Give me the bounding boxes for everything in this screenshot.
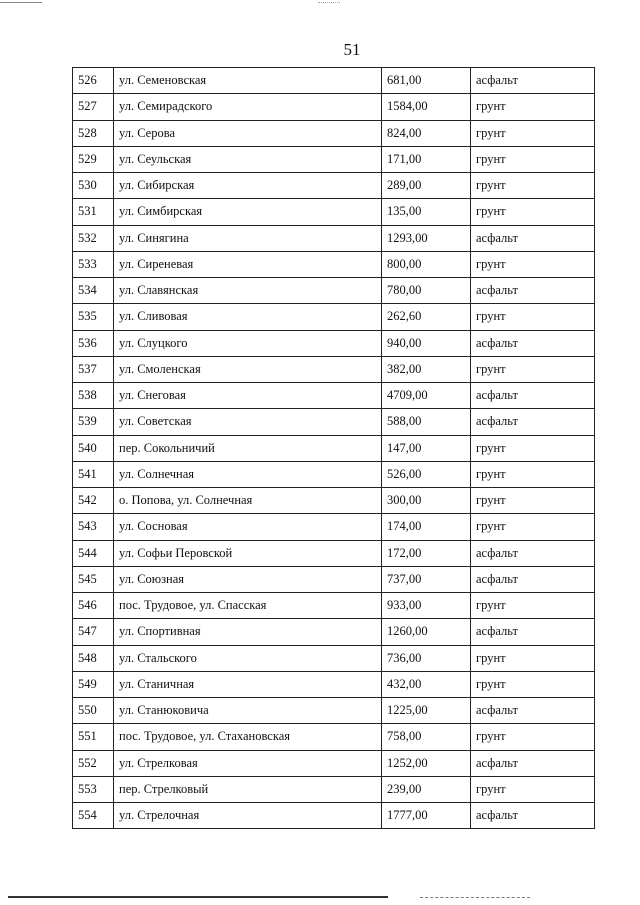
streets-table-body — [73, 68, 595, 829]
length-cell: 681,00 — [382, 68, 471, 94]
street-name-cell: ул. Семеновская — [114, 68, 382, 94]
surface-cell: асфальт — [471, 750, 595, 776]
surface-cell: грунт — [471, 488, 595, 514]
row-number-cell: 546 — [73, 593, 114, 619]
surface-cell: грунт — [471, 724, 595, 750]
surface-cell: асфальт — [471, 540, 595, 566]
row-number-cell: 535 — [73, 304, 114, 330]
length-cell: 262,60 — [382, 304, 471, 330]
length-cell: 174,00 — [382, 514, 471, 540]
page-number: 51 — [343, 40, 361, 59]
row-number-cell: 547 — [73, 619, 114, 645]
table-row — [73, 120, 595, 146]
length-cell: 1252,00 — [382, 750, 471, 776]
row-number-cell: 545 — [73, 566, 114, 592]
length-cell: 780,00 — [382, 278, 471, 304]
table-row — [73, 803, 595, 829]
street-name-cell: ул. Стрелковая — [114, 750, 382, 776]
surface-cell: асфальт — [471, 698, 595, 724]
street-name-cell: ул. Славянская — [114, 278, 382, 304]
row-number-cell: 548 — [73, 645, 114, 671]
surface-cell: грунт — [471, 120, 595, 146]
surface-cell: грунт — [471, 461, 595, 487]
row-number-cell: 541 — [73, 461, 114, 487]
length-cell: 526,00 — [382, 461, 471, 487]
street-name-cell: пос. Трудовое, ул. Спасская — [114, 593, 382, 619]
street-name-cell: о. Попова, ул. Солнечная — [114, 488, 382, 514]
length-cell: 758,00 — [382, 724, 471, 750]
row-number-cell: 553 — [73, 776, 114, 802]
row-number-cell: 532 — [73, 225, 114, 251]
surface-cell: грунт — [471, 94, 595, 120]
length-cell: 1584,00 — [382, 94, 471, 120]
row-number-cell: 552 — [73, 750, 114, 776]
surface-cell: асфальт — [471, 278, 595, 304]
surface-cell: грунт — [471, 356, 595, 382]
length-cell: 588,00 — [382, 409, 471, 435]
street-name-cell: ул. Смоленская — [114, 356, 382, 382]
table-row — [73, 776, 595, 802]
row-number-cell: 530 — [73, 173, 114, 199]
surface-cell: грунт — [471, 173, 595, 199]
street-name-cell: ул. Союзная — [114, 566, 382, 592]
surface-cell: грунт — [471, 671, 595, 697]
surface-cell: асфальт — [471, 68, 595, 94]
surface-cell: грунт — [471, 199, 595, 225]
street-name-cell: ул. Сибирская — [114, 173, 382, 199]
surface-cell: асфальт — [471, 383, 595, 409]
street-name-cell: ул. Сливовая — [114, 304, 382, 330]
length-cell: 1777,00 — [382, 803, 471, 829]
table-row — [73, 514, 595, 540]
length-cell: 171,00 — [382, 146, 471, 172]
street-name-cell: ул. Синягина — [114, 225, 382, 251]
table-row — [73, 225, 595, 251]
row-number-cell: 540 — [73, 435, 114, 461]
row-number-cell: 543 — [73, 514, 114, 540]
bottom-rule-dashed — [420, 897, 530, 899]
street-name-cell: ул. Сиреневая — [114, 251, 382, 277]
scan-artifact-line — [0, 2, 42, 3]
table-row — [73, 540, 595, 566]
length-cell: 382,00 — [382, 356, 471, 382]
surface-cell: грунт — [471, 645, 595, 671]
street-name-cell: ул. Серова — [114, 120, 382, 146]
table-row — [73, 488, 595, 514]
table-row — [73, 566, 595, 592]
table-row — [73, 330, 595, 356]
street-name-cell: ул. Спортивная — [114, 619, 382, 645]
row-number-cell: 528 — [73, 120, 114, 146]
table-row — [73, 750, 595, 776]
surface-cell: грунт — [471, 146, 595, 172]
street-name-cell: ул. Советская — [114, 409, 382, 435]
length-cell: 824,00 — [382, 120, 471, 146]
surface-cell: асфальт — [471, 619, 595, 645]
street-name-cell: ул. Солнечная — [114, 461, 382, 487]
length-cell: 737,00 — [382, 566, 471, 592]
row-number-cell: 529 — [73, 146, 114, 172]
length-cell: 1293,00 — [382, 225, 471, 251]
length-cell: 239,00 — [382, 776, 471, 802]
length-cell: 4709,00 — [382, 383, 471, 409]
table-row — [73, 251, 595, 277]
table-row — [73, 278, 595, 304]
length-cell: 800,00 — [382, 251, 471, 277]
street-name-cell: ул. Сосновая — [114, 514, 382, 540]
surface-cell: асфальт — [471, 803, 595, 829]
table-row — [73, 146, 595, 172]
table-row — [73, 173, 595, 199]
street-name-cell: ул. Сеульская — [114, 146, 382, 172]
table-row — [73, 671, 595, 697]
row-number-cell: 554 — [73, 803, 114, 829]
street-name-cell: ул. Снеговая — [114, 383, 382, 409]
street-name-cell: ул. Слуцкого — [114, 330, 382, 356]
row-number-cell: 549 — [73, 671, 114, 697]
street-name-cell: ул. Стальского — [114, 645, 382, 671]
street-name-cell: ул. Станичная — [114, 671, 382, 697]
street-name-cell: ул. Семирадского — [114, 94, 382, 120]
street-name-cell: пер. Стрелковый — [114, 776, 382, 802]
row-number-cell: 550 — [73, 698, 114, 724]
surface-cell: грунт — [471, 776, 595, 802]
scan-artifact-dots — [318, 2, 340, 4]
row-number-cell: 526 — [73, 68, 114, 94]
table-row — [73, 304, 595, 330]
table-row — [73, 383, 595, 409]
length-cell: 289,00 — [382, 173, 471, 199]
length-cell: 300,00 — [382, 488, 471, 514]
surface-cell: асфальт — [471, 566, 595, 592]
length-cell: 1260,00 — [382, 619, 471, 645]
table-row — [73, 356, 595, 382]
surface-cell: грунт — [471, 593, 595, 619]
street-name-cell: ул. Софьи Перовской — [114, 540, 382, 566]
table-row — [73, 199, 595, 225]
surface-cell: грунт — [471, 251, 595, 277]
surface-cell: грунт — [471, 514, 595, 540]
table-row — [73, 645, 595, 671]
table-row — [73, 619, 595, 645]
streets-table — [72, 67, 595, 829]
street-name-cell: ул. Станюковича — [114, 698, 382, 724]
table-row — [73, 68, 595, 94]
row-number-cell: 527 — [73, 94, 114, 120]
row-number-cell: 538 — [73, 383, 114, 409]
row-number-cell: 537 — [73, 356, 114, 382]
street-name-cell: ул. Симбирская — [114, 199, 382, 225]
length-cell: 736,00 — [382, 645, 471, 671]
surface-cell: асфальт — [471, 330, 595, 356]
length-cell: 172,00 — [382, 540, 471, 566]
table-row — [73, 698, 595, 724]
bottom-rule — [8, 896, 388, 898]
street-name-cell: ул. Стрелочная — [114, 803, 382, 829]
table-row — [73, 409, 595, 435]
surface-cell: грунт — [471, 435, 595, 461]
row-number-cell: 542 — [73, 488, 114, 514]
table-row — [73, 435, 595, 461]
length-cell: 147,00 — [382, 435, 471, 461]
table-row — [73, 94, 595, 120]
table-row — [73, 724, 595, 750]
street-name-cell: пос. Трудовое, ул. Стахановская — [114, 724, 382, 750]
table-row — [73, 593, 595, 619]
row-number-cell: 536 — [73, 330, 114, 356]
length-cell: 933,00 — [382, 593, 471, 619]
length-cell: 135,00 — [382, 199, 471, 225]
row-number-cell: 544 — [73, 540, 114, 566]
row-number-cell: 539 — [73, 409, 114, 435]
surface-cell: грунт — [471, 304, 595, 330]
length-cell: 1225,00 — [382, 698, 471, 724]
surface-cell: асфальт — [471, 409, 595, 435]
row-number-cell: 533 — [73, 251, 114, 277]
length-cell: 940,00 — [382, 330, 471, 356]
surface-cell: асфальт — [471, 225, 595, 251]
table-row — [73, 461, 595, 487]
row-number-cell: 551 — [73, 724, 114, 750]
row-number-cell: 534 — [73, 278, 114, 304]
row-number-cell: 531 — [73, 199, 114, 225]
length-cell: 432,00 — [382, 671, 471, 697]
street-name-cell: пер. Сокольничий — [114, 435, 382, 461]
